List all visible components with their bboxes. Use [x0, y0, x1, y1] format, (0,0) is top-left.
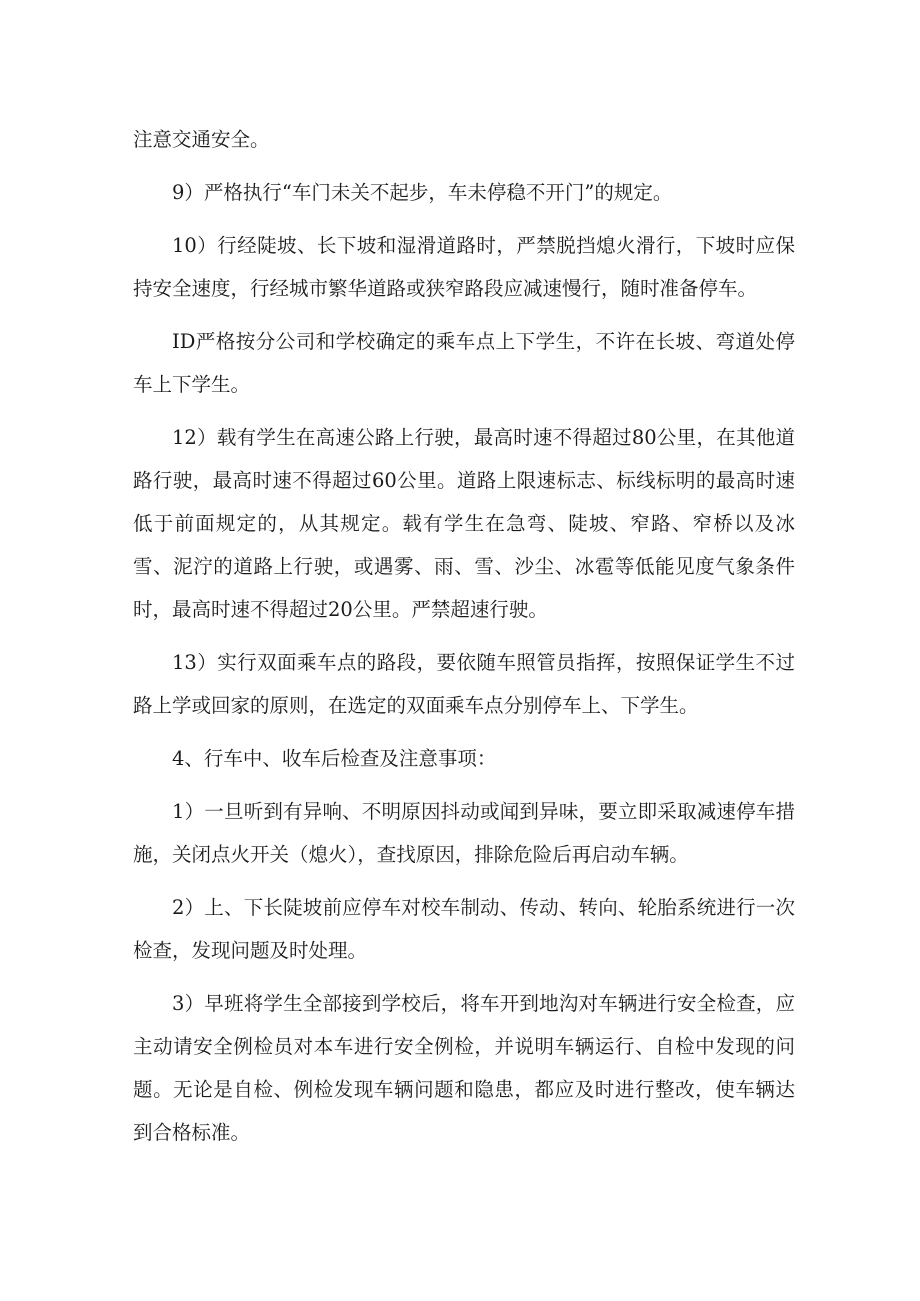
paragraph-item-2: 2）上、下长陡坡前应停车对校车制动、传动、转向、轮胎系统进行一次检查，发现问题及时处理。 — [133, 896, 795, 962]
paragraph-item-1: 1）一旦听到有异响、不明原因抖动或闻到异味，要立即采取减速停车措施，关闭点火开关（熄火），查找原因，排除危险后再启动车辆。 — [133, 800, 795, 866]
paragraph-rule-12: 12）载有学生在高速公路上行驶，最高时速不得超过80公里，在其他道路行驶，最高时速不得超过60公里。道路上限速标志、标线标明的最高时速低于前面规定的，从其规定。载有学生在急弯、陡坡、窄路、窄桥以及冰雪、泥泞的道路上行驶，或遇雾、雨、雪、沙尘、冰雹等低能见度气象条件时，最高时速不得超过20公里。严禁超速行驶。 — [133, 426, 795, 621]
document-body — [133, 118, 795, 1164]
paragraph-continuation: 注意交通安全。 — [133, 128, 270, 151]
paragraph-rule-11: ID严格按分公司和学校确定的乘车点上下学生，不许在长坡、弯道处停车上下学生。 — [133, 330, 795, 396]
paragraph-rule-13: 13）实行双面乘车点的路段，要依随车照管员指挥，按照保证学生不过路上学或回家的原则，在选定的双面乘车点分别停车上、下学生。 — [133, 651, 795, 717]
paragraph-rule-9: 9）严格执行“车门未关不起步，车未停稳不开门”的规定。 — [172, 181, 673, 204]
paragraph-item-3: 3）早班将学生全部接到学校后，将车开到地沟对车辆进行安全检查，应主动请安全例检员对本车进行安全例检，并说明车辆运行、自检中发现的问题。无论是自检、例检发现车辆问题和隐患，都应及时进行整改，使车辆达到合格标准。 — [133, 992, 795, 1144]
paragraph-rule-10: 10）行经陡坡、长下坡和湿滑道路时，严禁脱挡熄火滑行，下坡时应保持安全速度，行经城市繁华道路或狭窄路段应减速慢行，随时准备停车。 — [133, 234, 795, 300]
section-heading-4: 4、行车中、收车后检查及注意事项： — [172, 747, 497, 770]
